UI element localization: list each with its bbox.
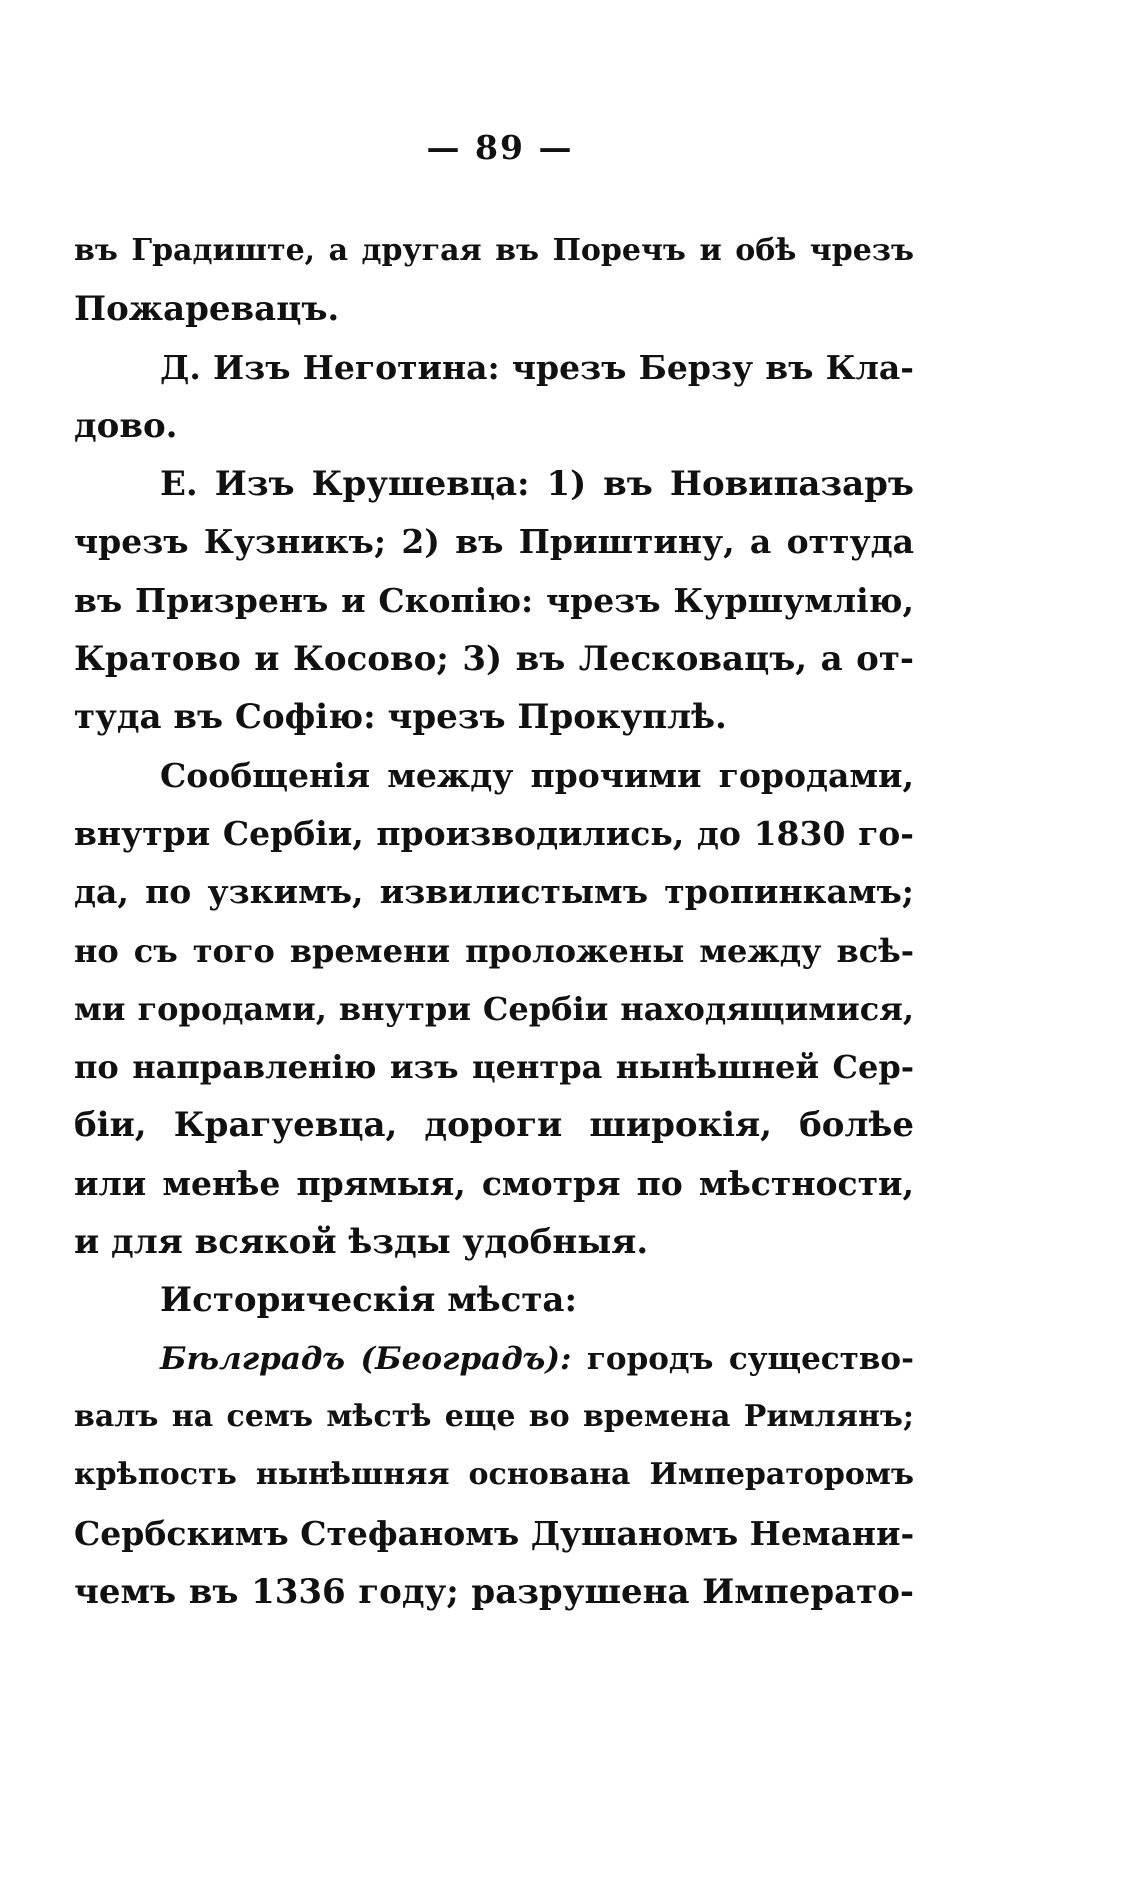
- text-line: біи, Крагуевца, дороги широкія, болѣе: [74, 1105, 914, 1146]
- body-text: [74, 222, 914, 1621]
- text-line: и для всякой ѣзды удобныя.: [74, 1222, 649, 1263]
- section-heading: Историческія мѣста:: [160, 1280, 577, 1321]
- text-line: крѣпость нынѣшняя основана Императоромъ: [74, 1457, 914, 1493]
- text-line: чемъ въ 1336 году; разрушена Императо-: [74, 1571, 914, 1612]
- text-line: внутри Сербіи, производились, до 1830 го-: [74, 813, 914, 853]
- text-run: городъ существо-: [571, 1340, 914, 1377]
- text-line: да, по узкимъ, извилистымъ тропинкамъ;: [74, 872, 914, 912]
- text-line: Е. Изъ Крушевца: 1) въ Новипазаръ: [160, 464, 914, 505]
- text-line: или менѣе прямыя, смотря по мѣстности,: [74, 1163, 914, 1203]
- text-line: дово.: [74, 405, 178, 446]
- text-line: чрезъ Кузникъ; 2) въ Приштину, а оттуда: [74, 522, 914, 562]
- text-line: Сообщенія между прочими городами,: [160, 755, 914, 795]
- text-line: Сербскимъ Стефаномъ Душаномъ Немани-: [74, 1513, 915, 1553]
- text-line: валъ на семъ мѣстѣ еще во времена Римлянъ;: [74, 1398, 914, 1434]
- text-line: въ Призренъ и Скопію: чрезъ Куршумлію,: [74, 580, 914, 620]
- text-line: въ Градиште, а другая въ Поречъ и обѣ чрезъ: [74, 233, 914, 268]
- text-line: туда въ Софію: чрезъ Прокуплѣ.: [74, 697, 727, 738]
- page-number: — 89 —: [426, 128, 574, 167]
- text-line: ми городами, внутри Сербіи находящимися,: [74, 989, 914, 1028]
- text-line: Д. Изъ Неготина: чрезъ Берзу въ Кла-: [160, 347, 914, 387]
- text-line: по направленію изъ центра нынѣшней Сер-: [74, 1048, 914, 1087]
- italic-term: Бѣлградъ (Београдъ):: [160, 1340, 572, 1377]
- text-line: [74, 1330, 914, 1388]
- text-line: Пожаревацъ.: [74, 289, 340, 330]
- text-line: но съ того времени проложены между всѣ-: [74, 931, 914, 970]
- text-line: Кратово и Косово; 3) въ Лесковацъ, а от-: [74, 639, 914, 680]
